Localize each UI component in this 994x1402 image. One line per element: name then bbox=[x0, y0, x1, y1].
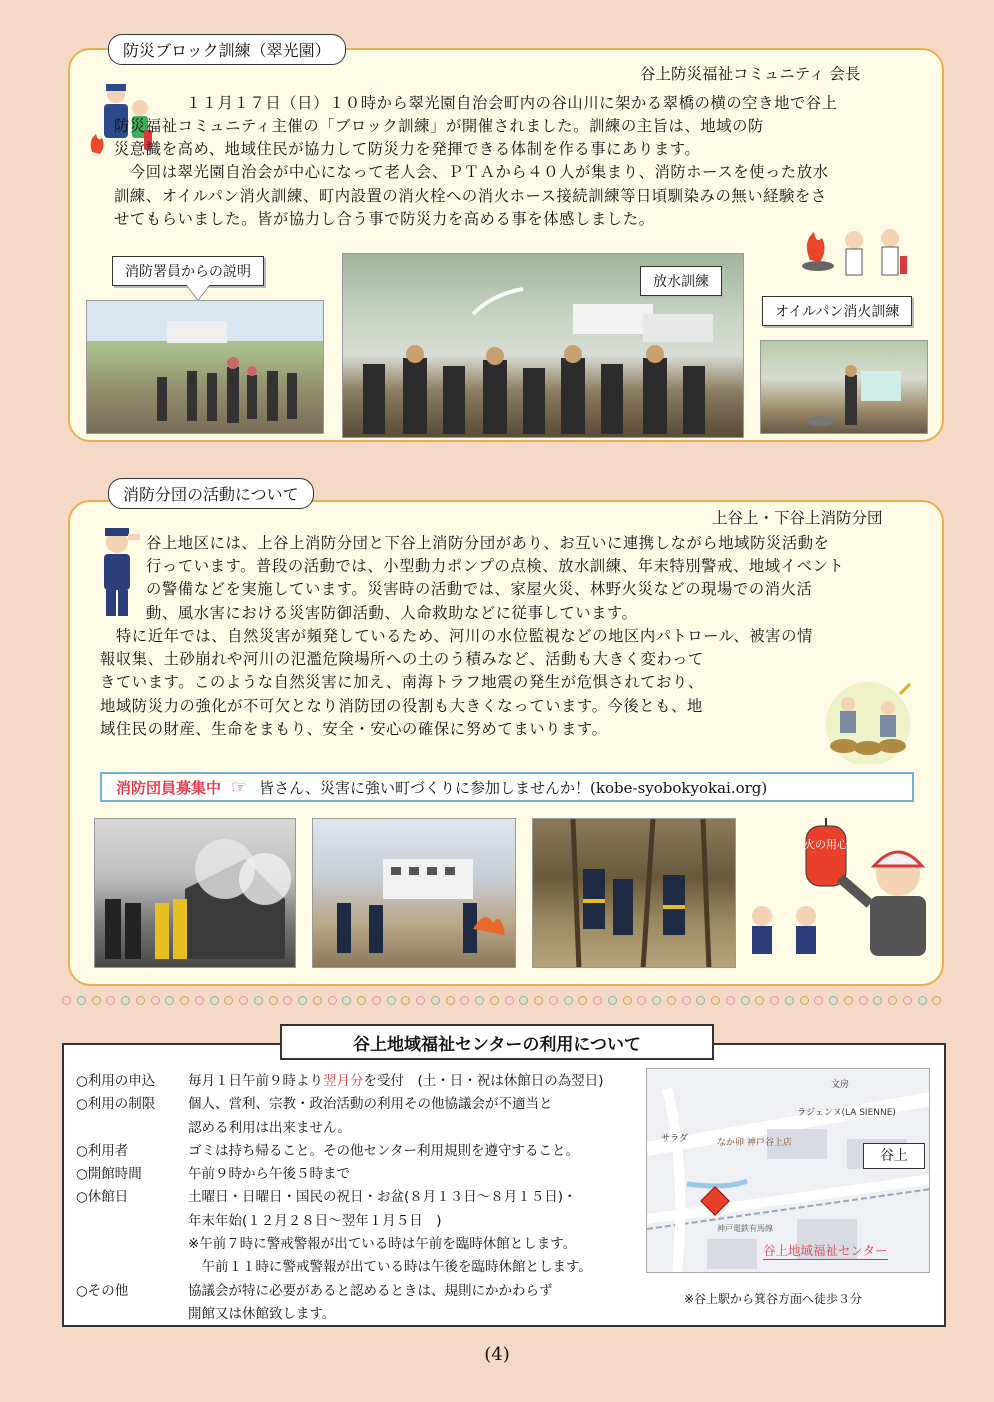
oilpan-illustration bbox=[790, 220, 920, 288]
caption-arrow bbox=[186, 284, 210, 300]
usage-row bbox=[76, 1256, 604, 1279]
usage-value-highlight: 翌月分 bbox=[323, 1073, 364, 1089]
section-author-drill: 谷上防災福祉コミュニティ 会長 bbox=[640, 65, 861, 83]
dotted-divider bbox=[62, 996, 942, 1008]
usage-value-text: 毎月１日午前９時より bbox=[188, 1073, 323, 1089]
usage-row-value bbox=[188, 1303, 335, 1326]
usage-row-key bbox=[76, 1210, 188, 1233]
location-map bbox=[646, 1068, 930, 1273]
paragraph-line: 今回は翠光園自治会が中心になって老人会、ＰＴＡから４０人が集まり、消防ホースを使った放水 bbox=[114, 163, 829, 182]
usage-value-text: を受付 (土・日・祝は休館日の為翌日) bbox=[363, 1073, 604, 1089]
paragraph-line: 動、風水害における災害防御活動、人命救助などに従事しています。 bbox=[146, 603, 638, 622]
usage-row bbox=[76, 1140, 604, 1163]
usage-row bbox=[76, 1303, 604, 1326]
usage-row-key bbox=[76, 1117, 188, 1140]
usage-value-text: 午前９時から午後５時まで bbox=[188, 1166, 350, 1183]
paragraph-line: 防災福祉コミュニティ主催の「ブロック訓練」が開催されました。訓練の主旨は、地域の防 bbox=[114, 117, 764, 135]
lantern-text: 火の用心 bbox=[804, 838, 848, 851]
body-text-drill-2 bbox=[114, 115, 829, 231]
paragraph-line: 報収集、土砂崩れや河川の氾濫危険場所への土のう積みなど、活動も大きく変わって bbox=[100, 650, 704, 669]
usage-row-key: ○開館時間 bbox=[76, 1166, 142, 1183]
photo-house-fire bbox=[94, 818, 296, 968]
photo-forest-fire bbox=[532, 818, 736, 968]
usage-row-key bbox=[76, 1256, 188, 1279]
map-note: ※谷上駅から箕谷方面へ徒歩３分 bbox=[684, 1292, 863, 1306]
usage-value-text: 認める利用は出来ません。 bbox=[188, 1119, 351, 1136]
usage-row-key: ○利用者 bbox=[76, 1142, 129, 1159]
usage-row-value bbox=[188, 1093, 553, 1116]
map-road: 神戸電鉄有馬線 bbox=[717, 1224, 773, 1233]
usage-row-key: ○休館日 bbox=[76, 1189, 129, 1206]
usage-row-value bbox=[188, 1070, 604, 1093]
usage-row-value bbox=[188, 1280, 553, 1303]
usage-row bbox=[76, 1280, 604, 1303]
usage-row-value bbox=[188, 1210, 442, 1233]
paragraph-line: 谷上地区には、上谷上消防分団と下谷上消防分団があり、お互いに連携しながら地域防災活動を bbox=[146, 534, 830, 552]
paragraph-line: 地域防災力の強化が不可欠となり消防団の役割も大きくなっています。今後とも、地 bbox=[100, 696, 703, 715]
usage-row-value bbox=[188, 1117, 351, 1140]
usage-row-value bbox=[188, 1256, 592, 1279]
recruit-banner bbox=[100, 772, 914, 802]
map-shop-4: 文房 bbox=[831, 1080, 850, 1090]
recruit-text: 皆さん、災害に強い町づくりに参加しませんか！(kobe-syobokyokai.org) bbox=[259, 778, 768, 797]
usage-value-text: 協議会が特に必要があると認めるときは、規則にかかわらず bbox=[188, 1282, 553, 1299]
usage-info-list bbox=[76, 1070, 604, 1326]
paragraph-line: せてもらいました。皆が協力し合う事で防災力を高める事を体感しました。 bbox=[114, 209, 655, 228]
usage-value-text: ゴミは持ち帰ること。その他センター利用規則を遵守すること。 bbox=[188, 1142, 579, 1159]
usage-row bbox=[76, 1210, 604, 1233]
map-shop-3: サラダ bbox=[661, 1134, 688, 1144]
body-text-fire-brigade-2 bbox=[100, 625, 813, 741]
saluting-firefighter-illustration bbox=[92, 520, 142, 620]
map-shop-2: ラジェンヌ(LA SIENNE) bbox=[797, 1108, 896, 1118]
usage-row-key: ○利用の制限 bbox=[76, 1096, 156, 1113]
paragraph-line: の警備などを実施しています。災害時の活動では、家屋火災、林野火災などの現場での消火活 bbox=[146, 580, 813, 599]
recruit-label: 消防団員募集中 bbox=[116, 778, 222, 797]
usage-row-key bbox=[76, 1303, 188, 1326]
map-center-label: 谷上地域福祉センター bbox=[763, 1243, 888, 1258]
usage-value-text: 個人、営利、宗教・政治活動の利用その他協議会が不適当と bbox=[188, 1096, 553, 1113]
usage-row-value bbox=[188, 1140, 579, 1163]
page-number: (4) bbox=[484, 1344, 510, 1365]
fire-safety-lantern-illustration bbox=[744, 818, 940, 968]
usage-row bbox=[76, 1070, 604, 1093]
usage-value-text: ※午前７時に警戒警報が出ている時は午前を臨時休館とします。 bbox=[188, 1236, 577, 1253]
paragraph-line: 訓練、オイルパン消火訓練、町内設置の消火栓への消火ホース接続訓練等日頃馴染みの無い経験をさ bbox=[114, 186, 827, 205]
usage-row-value bbox=[188, 1233, 576, 1256]
usage-value-text: 年末年始(１２月２８日～翌年１月５日 ) bbox=[188, 1212, 442, 1229]
usage-row bbox=[76, 1093, 604, 1116]
usage-value-text: 開館又は休館致します。 bbox=[188, 1305, 336, 1322]
map-shop-1: なか卯 神戸谷上店 bbox=[717, 1138, 792, 1148]
section-author-fire-brigade: 上谷上・下谷上消防分団 bbox=[712, 509, 883, 527]
caption-explain: 消防署員からの説明 bbox=[112, 256, 264, 286]
photo-oilpan bbox=[760, 340, 928, 434]
section-title-drill: 防災ブロック訓練（翠光園） bbox=[108, 34, 346, 65]
usage-row bbox=[76, 1186, 604, 1209]
usage-row-key: ○利用の申込 bbox=[76, 1073, 156, 1089]
photo-explanation bbox=[86, 300, 324, 434]
body-text-drill-1 bbox=[170, 92, 838, 115]
usage-row-value bbox=[188, 1186, 577, 1209]
paragraph-line: きています。このような自然災害に加え、南海トラフ地震の発生が危惧されており、 bbox=[100, 673, 704, 692]
usage-row bbox=[76, 1163, 604, 1186]
photo-fire-training bbox=[312, 818, 516, 968]
paragraph-line: 特に近年では、自然災害が頻発しているため、河川の水位監視などの地区内パトロール、被害の情 bbox=[100, 627, 813, 645]
paragraph-line: １１月１７日（日）１０時から翠光園自治会町内の谷山川に架かる翠橋の横の空き地で谷上 bbox=[170, 94, 838, 112]
pointing-hand-icon: ☞ bbox=[231, 776, 248, 798]
map-station-label: 谷上 bbox=[863, 1143, 925, 1169]
paragraph-line: 域住民の財産、生命をまもり、安全・安心の確保に努めてまいります。 bbox=[100, 719, 608, 738]
caption-water: 放水訓練 bbox=[640, 266, 722, 296]
usage-row-key bbox=[76, 1233, 188, 1256]
usage-value-text: 午前１１時に警戒警報が出ている時は午後を臨時休館とします。 bbox=[188, 1259, 592, 1276]
caption-oilpan: オイルパン消火訓練 bbox=[762, 296, 912, 326]
usage-row bbox=[76, 1117, 604, 1140]
section-title-fire-brigade: 消防分団の活動について bbox=[108, 478, 314, 509]
paragraph-line: 行っています。普段の活動では、小型動力ポンプの点検、放水訓練、年末特別警戒、地域イベント bbox=[146, 557, 845, 576]
section-title-center-usage: 谷上地域福祉センターの利用について bbox=[280, 1024, 714, 1060]
body-text-fire-brigade-1 bbox=[146, 532, 844, 625]
usage-row-value bbox=[188, 1163, 350, 1186]
usage-row bbox=[76, 1233, 604, 1256]
usage-value-text: 土曜日・日曜日・国民の祝日・お盆(８月１３日～８月１５日)・ bbox=[188, 1189, 577, 1206]
paragraph-line: 災意識を高め、地域住民が協力して防災力を発揮できる体制を作る事にあります。 bbox=[114, 140, 701, 159]
usage-row-key: ○その他 bbox=[76, 1282, 129, 1299]
sandbag-rescue-illustration bbox=[804, 674, 932, 764]
